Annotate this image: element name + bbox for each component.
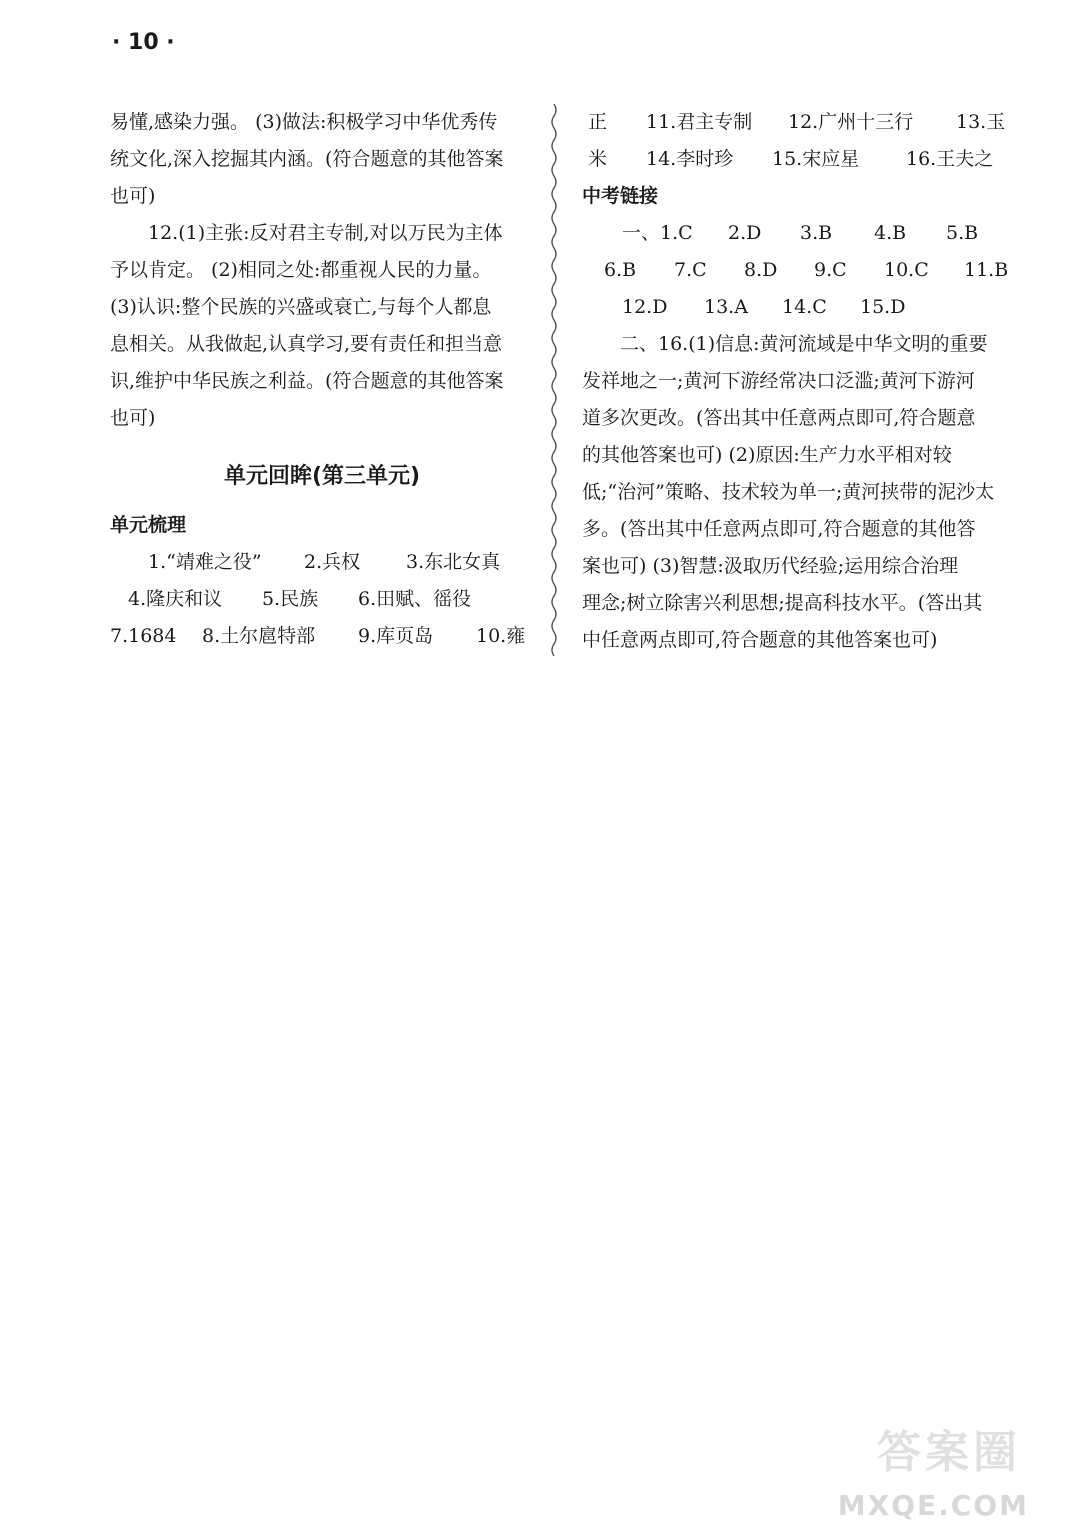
answer-item: 9.C <box>814 259 847 281</box>
text-line: 的其他答案也可) (2)原因:生产力水平相对较 <box>582 444 952 466</box>
answer-item: 14.C <box>782 296 827 318</box>
answer-item: 6.B <box>604 259 637 281</box>
answer-item: 12.广州十三行 <box>788 111 914 133</box>
answer-item: 2.D <box>728 222 762 244</box>
answer-item: 8.土尔扈特部 <box>202 625 316 647</box>
watermark-site: MXQE.COM <box>837 1489 1029 1522</box>
answer-item: 13.玉 <box>956 111 1006 133</box>
answer-item: 5.B <box>946 222 979 244</box>
answer-item: 6.田赋、徭役 <box>358 588 472 610</box>
answer-item: 11.君主专制 <box>646 111 753 133</box>
answer-item: 15.D <box>860 296 906 318</box>
review-row <box>110 544 534 581</box>
text-line: 也可) <box>110 407 156 429</box>
answer-item: 4.隆庆和议 <box>128 588 223 610</box>
answer-item: 1.“靖难之役” <box>148 551 262 573</box>
exam-heading: 中考链接 <box>582 185 659 207</box>
answer-item: 11.B <box>964 259 1009 281</box>
answer-item: 3.B <box>800 222 833 244</box>
answer-item: 14.李时珍 <box>646 148 734 170</box>
answer-row <box>582 104 1012 141</box>
review-heading: 单元梳理 <box>110 514 187 536</box>
mc-row <box>582 252 1012 289</box>
text-line: 二、16.(1)信息:黄河流域是中华文明的重要 <box>620 333 988 355</box>
mc-row <box>582 289 1012 326</box>
answer-item: 13.A <box>704 296 748 318</box>
answer-item: 正 <box>588 111 608 133</box>
left-column <box>110 104 534 655</box>
column-divider <box>548 104 560 656</box>
answer-item: 9.库页岛 <box>358 625 434 647</box>
text-line: 识,维护中华民族之利益。(符合题意的其他答案 <box>110 370 504 392</box>
answer-item: 7.1684 <box>110 625 177 647</box>
answer-item: 10.雍 <box>476 625 526 647</box>
text-line: 发祥地之一;黄河下游经常决口泛滥;黄河下游河 <box>582 370 975 392</box>
answer-item: 3.东北女真 <box>406 551 501 573</box>
answer-row <box>582 141 1012 178</box>
answer-item: 2.兵权 <box>304 551 361 573</box>
page-number: · 10 · <box>112 30 175 55</box>
text-line: 也可) <box>110 185 156 207</box>
unit-title: 单元回眸(第三单元) <box>223 464 421 489</box>
review-row <box>110 618 534 655</box>
text-line: 统文化,深入挖掘其内涵。(符合题意的其他答案 <box>110 148 504 170</box>
text-line: 多。(答出其中任意两点即可,符合题意的其他答 <box>582 518 976 540</box>
text-line: 中任意两点即可,符合题意的其他答案也可) <box>582 629 938 651</box>
answer-item: 5.民族 <box>262 588 319 610</box>
text-line: 案也可) (3)智慧:汲取历代经验;运用综合治理 <box>582 555 959 577</box>
text-line: 低;“治河”策略、技术较为单一;黄河挟带的泥沙太 <box>582 481 995 503</box>
answer-item: 米 <box>588 148 608 170</box>
text-line: (3)认识:整个民族的兴盛或衰亡,与每个人都息 <box>110 296 492 318</box>
text-line: 12.(1)主张:反对君主专制,对以万民为主体 <box>148 222 503 244</box>
watermark-logo: 答案圈 <box>877 1427 1021 1478</box>
review-row <box>110 581 534 618</box>
text-line: 易懂,感染力强。 (3)做法:积极学习中华优秀传 <box>110 111 498 133</box>
answer-item: 7.C <box>674 259 707 281</box>
right-column <box>582 104 1012 659</box>
answer-item: 16.王夫之 <box>906 148 994 170</box>
answer-item: 一、1.C <box>622 222 693 244</box>
text-line: 予以肯定。 (2)相同之处:都重视人民的力量。 <box>110 259 492 281</box>
text-line: 息相关。从我做起,认真学习,要有责任和担当意 <box>110 333 503 355</box>
answer-item: 4.B <box>874 222 907 244</box>
answer-item: 8.D <box>744 259 778 281</box>
answer-item: 10.C <box>884 259 929 281</box>
mc-row <box>582 215 1012 252</box>
answer-item: 12.D <box>622 296 668 318</box>
answer-item: 15.宋应星 <box>772 148 860 170</box>
text-line: 理念;树立除害兴利思想;提高科技水平。(答出其 <box>582 592 983 614</box>
text-line: 道多次更改。(答出其中任意两点即可,符合题意 <box>582 407 976 429</box>
